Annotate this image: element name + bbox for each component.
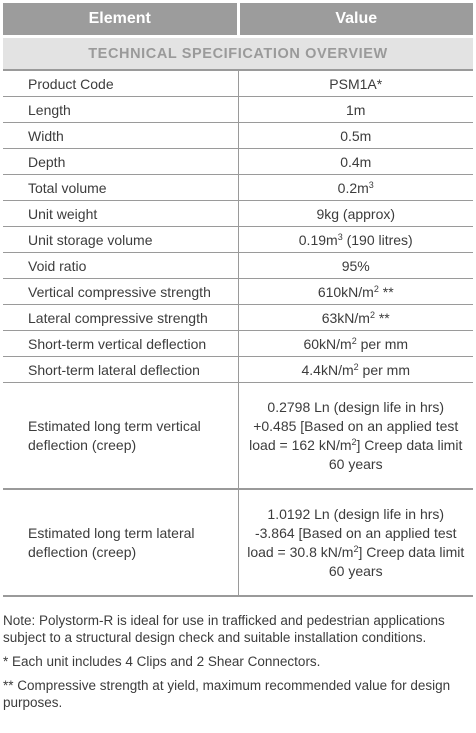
table-row-creep-lateral bbox=[3, 489, 473, 596]
row-value: 0.2798 Ln (design life in hrs) +0.485 [Based on an applied test load = 162 $kN/m^2$] Creep data limit 60 years bbox=[238, 383, 473, 490]
row-label: Unit storage volume bbox=[3, 227, 238, 253]
note-general: Note: Polystorm-R is ideal for use in trafficked and pedestrian applications subject to a structural design check and suitable installation conditions. bbox=[3, 613, 445, 645]
row-label: Vertical compressive strength bbox=[3, 279, 238, 305]
table-row bbox=[3, 279, 473, 305]
row-label: Short-term vertical deflection bbox=[3, 331, 238, 357]
section-title-row bbox=[3, 37, 473, 71]
note-double-asterisk: ** Compressive strength at yield, maximum recommended value for design purposes. bbox=[3, 678, 451, 710]
row-label: Product Code bbox=[3, 70, 238, 97]
row-label: Lateral compressive strength bbox=[3, 305, 238, 331]
row-value: 0.4m bbox=[238, 149, 473, 175]
row-value: $0.2m^3$ bbox=[238, 175, 473, 201]
table-row bbox=[3, 123, 473, 149]
row-value: 9kg (approx) bbox=[238, 201, 473, 227]
footnotes bbox=[3, 612, 468, 718]
table-row bbox=[3, 331, 473, 357]
row-label: Width bbox=[3, 123, 238, 149]
section-title: TECHNICAL SPECIFICATION OVERVIEW bbox=[3, 37, 473, 71]
row-label: Total volume bbox=[3, 175, 238, 201]
row-value: $60kN/m^2$ per mm bbox=[238, 331, 473, 357]
table-row-creep-vertical bbox=[3, 383, 473, 490]
table-row bbox=[3, 97, 473, 123]
row-value: 1m bbox=[238, 97, 473, 123]
row-value: 0.5m bbox=[238, 123, 473, 149]
row-label: Length bbox=[3, 97, 238, 123]
note-single-asterisk: * Each unit includes 4 Clips and 2 Shear Connectors. bbox=[3, 654, 321, 669]
table-row bbox=[3, 149, 473, 175]
header-value: Value bbox=[238, 3, 473, 37]
row-label: Depth bbox=[3, 149, 238, 175]
row-label: Void ratio bbox=[3, 253, 238, 279]
row-label: Short-term lateral deflection bbox=[3, 357, 238, 383]
table-row bbox=[3, 175, 473, 201]
row-value: $610kN/m^2$ ** bbox=[238, 279, 473, 305]
row-value: $0.19m^3$ (190 litres) bbox=[238, 227, 473, 253]
row-label: Unit weight bbox=[3, 201, 238, 227]
row-value: 95% bbox=[238, 253, 473, 279]
row-label: Estimated long term lateral deflection (creep) bbox=[3, 489, 238, 596]
table-row bbox=[3, 70, 473, 97]
table-row bbox=[3, 201, 473, 227]
table-header bbox=[3, 3, 473, 37]
spec-table bbox=[3, 3, 473, 597]
header-element: Element bbox=[3, 3, 238, 37]
table-row bbox=[3, 357, 473, 383]
row-value: PSM1A* bbox=[238, 70, 473, 97]
table-row bbox=[3, 305, 473, 331]
table-row bbox=[3, 253, 473, 279]
row-value: $4.4kN/m^2$ per mm bbox=[238, 357, 473, 383]
table-row bbox=[3, 227, 473, 253]
row-label: Estimated long term vertical deflection (creep) bbox=[3, 383, 238, 490]
row-value: $63kN/m^2$ ** bbox=[238, 305, 473, 331]
row-value: 1.0192 Ln (design life in hrs) -3.864 [Based on an applied test load = 30.8 $kN/m^2$] Creep data limit 60 years bbox=[238, 489, 473, 596]
